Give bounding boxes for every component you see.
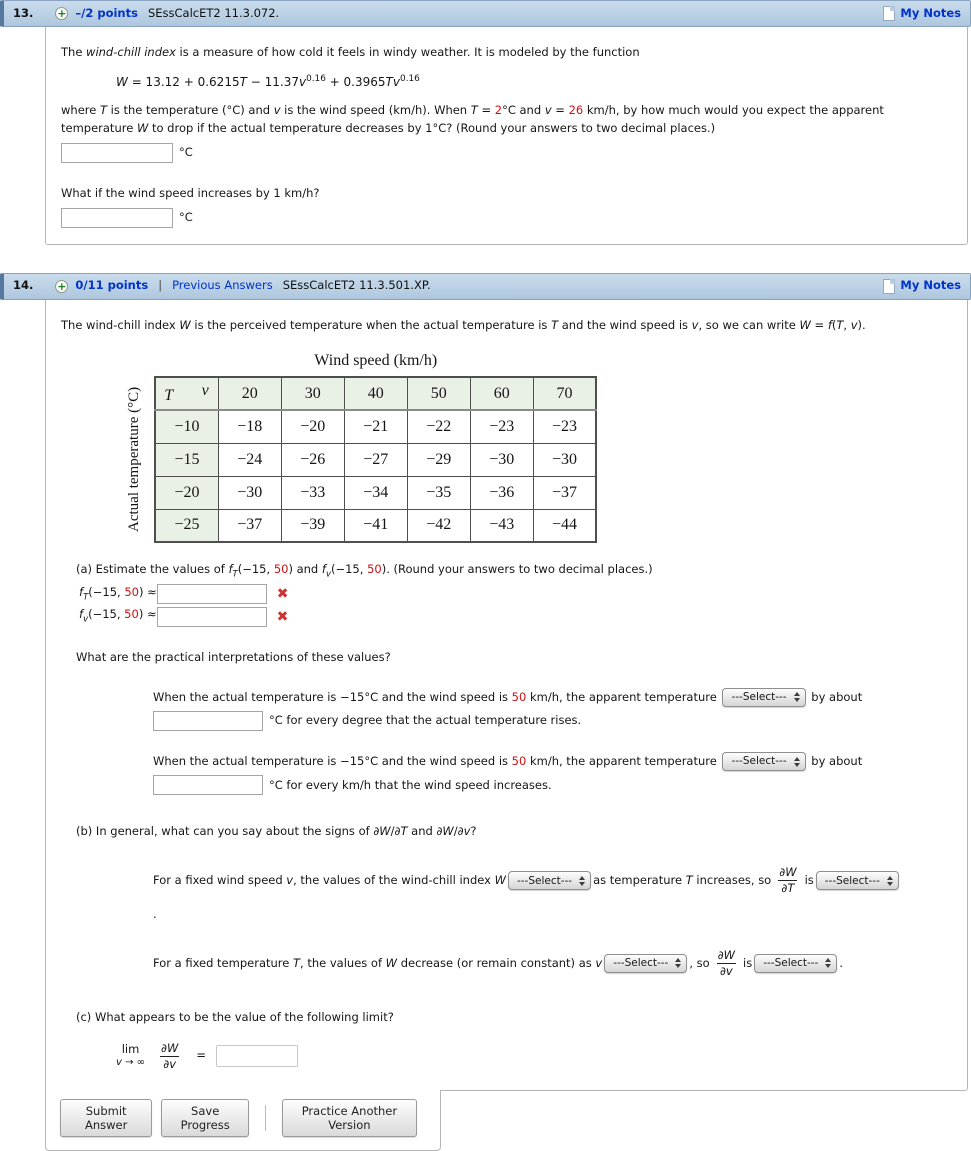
text-segment: /∂ [390,824,401,839]
fraction-denominator [717,963,736,979]
fv-answer-input[interactable] [157,607,267,627]
text-segment: 50 [273,562,289,577]
text-segment: ). [857,317,866,332]
unit-label: °C [179,209,193,224]
wind-chill-value-cell: −26 [281,443,344,476]
interpretation-2-text [153,754,720,768]
text-segment: f [827,317,832,332]
text-segment: T [400,824,408,839]
b1-pre [153,872,506,890]
fraction-numerator [715,948,738,963]
text-segment: W [116,74,128,89]
text-segment: v [595,955,603,970]
text-segment: When the actual temperature is −15°C and the wind speed is [153,689,512,704]
select-value: ---Select--- [824,874,880,887]
select-arrows-icon [825,958,831,968]
text-segment: v [463,824,471,839]
select-arrows-icon [675,958,681,968]
text-segment: ∂ [779,865,786,880]
b1-select-1[interactable] [508,871,591,890]
col-header-wind-speed: 60 [470,377,533,410]
text-segment: For a fixed temperature [153,955,293,970]
b1-is: is [804,872,814,887]
text-segment: ∂ [163,1056,170,1071]
limit-answer-input[interactable] [216,1045,298,1067]
text-segment: → ∞ [121,1056,145,1068]
col-header-wind-speed: 30 [281,377,344,410]
button-divider [265,1105,266,1131]
question-14-header [0,273,971,300]
wind-chill-value-cell: −30 [218,476,281,509]
incorrect-icon: ✖ [276,608,289,625]
part-c-prompt: (c) What appears to be the value of the following limit? [76,1009,394,1024]
part-b-row-2 [153,948,952,979]
select-arrows-icon [579,876,585,886]
text-segment: v [725,963,733,978]
wind-chill-value-cell: −30 [470,443,533,476]
partial-w-partial-v-fraction [158,1041,181,1072]
row-header-temperature: −25 [155,509,218,542]
text-segment: (a) Estimate the values of [76,562,229,577]
text-segment: 0.16 [306,73,326,84]
b1-select-2[interactable] [816,871,899,890]
incorrect-icon: ✖ [276,586,289,603]
text-segment: to drop if the actual temperature decreases by 1°C? (Round your answers to two decimal places.) [148,121,716,136]
text-segment: is the wind speed (km/h). When [280,103,471,118]
fraction-numerator [158,1041,181,1056]
text-segment: f [321,562,326,577]
table-row [155,509,596,542]
previous-answers-link[interactable]: Previous Answers [172,278,273,293]
text-segment: ∂ [161,1040,167,1055]
answer-input-wind-speed[interactable] [61,208,173,228]
fv-label [79,606,157,626]
fraction-denominator [778,880,797,896]
part-b-prompt [76,823,952,841]
intro-paragraph [61,44,952,62]
text-segment: + 0.3965 [325,74,386,89]
question-13-header [0,0,971,27]
text-segment: /∂ [453,824,464,839]
text-segment: T [470,103,478,118]
question-number: 14. [13,278,34,293]
question-14 [0,273,971,1151]
select-arrows-icon [794,757,800,767]
text-segment: and the wind speed is [558,317,692,332]
text-segment: T [99,103,108,118]
text-segment: , so we can write [698,317,800,332]
b2-period: . [839,955,843,970]
ft-label [79,584,157,604]
select-value: ---Select--- [516,874,573,887]
text-segment: v [298,74,307,89]
col-header-wind-speed: 40 [344,377,407,410]
wind-chill-table [154,376,597,543]
text-segment: The [61,45,87,59]
text-segment: km/h, the apparent temperature [526,689,721,704]
interpretation-1 [153,687,952,731]
text-segment: v [116,1056,122,1068]
table-row [155,476,596,509]
text-segment: ( [831,317,837,332]
text-segment: W [379,824,391,839]
text-segment: v [273,103,281,118]
select-value: ---Select--- [763,957,819,970]
text-segment: = [477,103,495,118]
part-a-prompt [76,561,952,581]
table-title: Wind speed (km/h) [314,351,438,369]
text-segment: − 11.37 [246,74,299,89]
wind-chill-value-cell: −34 [344,476,407,509]
interpretation-2 [153,751,952,795]
text-segment: = [810,317,828,332]
wind-chill-value-cell: −29 [407,443,470,476]
text-segment: increases, so [692,872,772,887]
corner-v-label: v [201,382,209,400]
wind-chill-value-cell: −39 [281,509,344,542]
text-segment: For a fixed wind speed [153,872,287,887]
text-segment: , the values of [300,955,386,970]
interpretation-1-select[interactable] [722,688,805,707]
interpretation-2-select[interactable] [722,752,805,771]
b2-mid [689,955,709,973]
text-segment: km/h, by how much would you expect the apparent temperature [61,103,884,136]
interpretation-1-after: by about [807,689,863,704]
text-segment: 50 [367,562,382,577]
text-segment: 50 [124,607,139,622]
expand-plus-icon[interactable]: + [57,279,67,293]
interpretation-1-text [153,690,720,704]
text-segment: 50 [511,689,527,704]
text-segment: f [79,584,84,599]
interpretation-question: What are the practical interpretations of these values? [76,649,391,664]
text-segment: v [325,569,331,580]
table-row-axis-label: Actual temperature (°C) [126,387,142,533]
intro-paragraph [61,317,952,335]
text-segment: ). (Round your answers to two decimal places.) [381,562,653,577]
text-segment: ) ≈ [138,584,157,599]
save-progress-button[interactable]: Save Progress [161,1099,249,1137]
text-segment: v [544,103,552,118]
wind-chill-value-cell: −30 [533,443,596,476]
text-segment: wind-chill index [86,45,176,59]
b2-select-1[interactable] [604,954,687,973]
row-header-temperature: −20 [155,476,218,509]
text-segment: 26 [568,103,584,118]
notes-icon[interactable] [883,6,895,21]
wind-chill-value-cell: −27 [344,443,407,476]
text-segment: v [286,872,294,887]
table-row [155,410,596,443]
text-segment: W [179,317,191,332]
question-number: 13. [13,5,34,20]
limit-expression [116,1041,952,1072]
table-corner-cell [155,377,218,410]
text-segment: km/h, the apparent temperature [526,754,721,769]
text-segment: T [551,317,559,332]
text-segment: W [136,121,149,136]
wind-chill-value-cell: −42 [407,509,470,542]
question-source: SEssCalcET2 11.3.072. [147,5,280,20]
text-segment: W [442,824,454,839]
text-segment: W [723,947,736,962]
text-segment: (−15, [88,607,125,622]
wind-chill-value-cell: −24 [218,443,281,476]
wind-chill-value-cell: −22 [407,410,470,443]
text-segment: is the temperature (°C) and [107,103,274,118]
wind-chill-value-cell: −23 [470,410,533,443]
text-segment: W [166,1040,179,1055]
text-segment: T [232,569,238,580]
notes-icon[interactable] [883,279,895,294]
text-segment: The wind-chill index [61,317,180,332]
part-b-row-1 [153,865,952,924]
select-value: ---Select--- [613,957,669,970]
answer-buttons-bar [45,1090,441,1151]
question-13 [0,0,971,245]
question-source: SEssCalcET2 11.3.501.XP. [282,278,431,293]
text-segment: v [169,1056,177,1071]
points-link[interactable]: –/2 points [75,5,138,20]
partial-w-partial-t-fraction [776,865,799,896]
text-segment: (−15, [237,562,274,577]
text-segment: (−15, [88,584,125,599]
wind-chill-value-cell: −37 [533,476,596,509]
table-row [155,443,596,476]
text-segment: ) ≈ [138,607,157,622]
interpretation-2-input[interactable] [153,775,263,795]
wind-chill-value-cell: −36 [470,476,533,509]
practice-another-version-button[interactable]: Practice Another Version [282,1099,417,1137]
text-segment: T [685,872,693,887]
col-header-wind-speed: 50 [407,377,470,410]
text-segment: 50 [124,584,139,599]
b1-period: . [153,907,157,922]
fraction-denominator [160,1056,179,1072]
text-segment: °C and [502,103,545,118]
text-segment: = [551,103,569,118]
select-arrows-icon [887,876,893,886]
text-segment: where [61,103,100,118]
text-segment: ? [470,824,477,839]
question-14-body [45,300,968,1091]
wind-chill-table-block [123,349,597,544]
my-notes-link[interactable]: My Notes [900,5,961,20]
text-segment: 50 [511,754,527,769]
text-segment: ∂ [781,881,788,896]
row-header-temperature: −10 [155,410,218,443]
partial-w-partial-v-fraction [715,948,738,979]
wind-speed-question: What if the wind speed increases by 1 km/h? [61,186,320,201]
col-header-wind-speed: 20 [218,377,281,410]
text-segment: T [787,881,795,896]
text-segment: T [836,317,844,332]
text-segment: ∂ [719,963,726,978]
text-segment: v [850,317,858,332]
text-segment: (b) In general, what can you say about the signs of ∂ [76,824,380,839]
text-segment: f [228,562,233,577]
interpretation-2-after: by about [807,754,863,769]
wind-chill-value-cell: −43 [470,509,533,542]
wind-chill-value-cell: −23 [533,410,596,443]
answer-input-temperature-drop[interactable] [61,143,173,163]
wind-chill-value-cell: −20 [281,410,344,443]
row-header-temperature: −15 [155,443,218,476]
text-segment: T [239,74,247,89]
text-segment: ) and [288,562,322,577]
text-segment: T [83,592,89,603]
text-segment: and ∂ [407,824,443,839]
wind-chill-value-cell: −37 [218,509,281,542]
wind-chill-value-cell: −44 [533,509,596,542]
text-segment: = 13.12 + 0.6215 [127,74,240,89]
fraction-numerator [776,865,799,880]
points-link[interactable]: 0/11 points [75,278,149,293]
text-segment: , the values of the wind-chill index [293,872,495,887]
text-segment: , [843,317,851,332]
select-value: ---Select--- [731,690,787,703]
text-segment: W [385,955,398,970]
text-segment: (−15, [330,562,368,577]
text-segment: When the actual temperature is −15°C and the wind speed is [153,754,512,769]
wind-chill-formula [116,73,952,92]
interpretation-2-line2: °C for every km/h that the wind speed increases. [269,777,552,792]
text-segment: , so [689,955,710,970]
wind-chill-value-cell: −18 [218,410,281,443]
lim-text: lim [121,1042,140,1057]
text-segment: as temperature [593,872,686,887]
ft-answer-input[interactable] [157,584,267,604]
text-segment: T [385,74,393,89]
text-segment: W [799,317,811,332]
text-segment: 2 [494,103,503,118]
limit-operator [116,1043,145,1069]
part-b [76,823,952,841]
text-segment: ∂ [717,947,724,962]
text-segment: decrease (or remain constant) as [397,955,596,970]
wind-chill-value-cell: −35 [407,476,470,509]
limit-subscript [116,1057,145,1069]
text-segment: is a measure of how cold it feels in windy weather. It is modeled by the function [175,45,640,59]
text-segment: v [691,317,699,332]
header-separator: | [158,278,163,293]
b2-select-2[interactable] [754,954,837,973]
question-paragraph [61,102,952,138]
interpretation-1-line2: °C for every degree that the actual temperature rises. [269,713,582,728]
text-segment: W [785,865,797,880]
text-segment: is the perceived temperature when the actual temperature is [190,317,552,332]
text-segment: T [293,955,301,970]
select-arrows-icon [794,692,800,702]
question-13-body [45,27,968,245]
b2-pre [153,955,602,973]
wind-chill-value-cell: −33 [281,476,344,509]
my-notes-link[interactable]: My Notes [900,278,961,293]
text-segment: v [83,614,89,625]
wind-chill-value-cell: −41 [344,509,407,542]
wind-chill-value-cell: −21 [344,410,407,443]
interpretation-1-input[interactable] [153,711,263,731]
unit-label: °C [179,145,193,160]
select-value: ---Select--- [731,755,787,768]
text-segment: 0.16 [399,73,420,84]
text-segment: f [79,607,84,622]
b1-mid [593,872,771,890]
text-segment: v [392,74,400,89]
corner-t-label: T [164,386,174,404]
part-a [76,561,952,626]
b2-is: is [743,955,753,970]
text-segment: W [494,872,506,887]
equals-sign: = [196,1048,206,1063]
expand-plus-icon[interactable]: + [57,7,67,20]
submit-answer-button[interactable]: Submit Answer [60,1099,152,1137]
col-header-wind-speed: 70 [533,377,596,410]
